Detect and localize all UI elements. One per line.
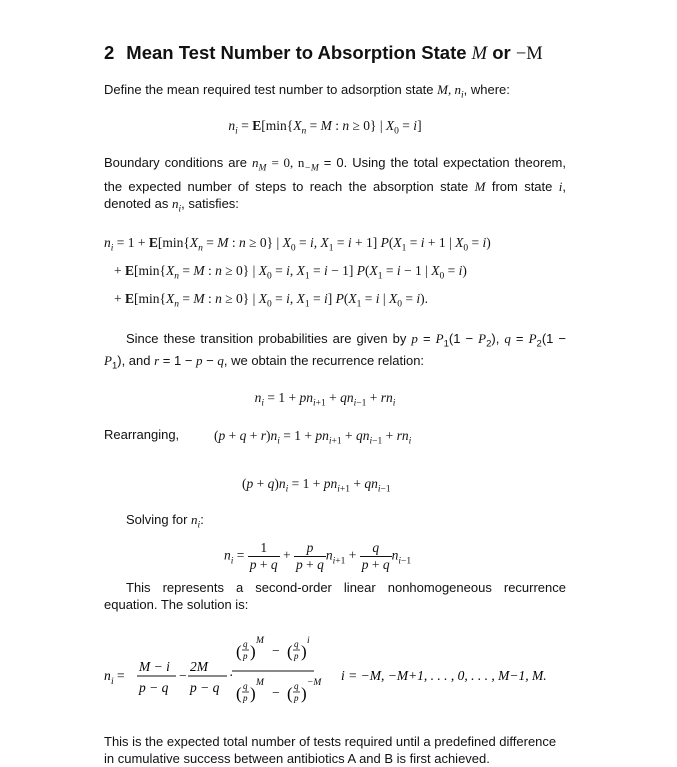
- svg-text:·: ·: [229, 668, 234, 684]
- paragraph-transition: Since these transition probabilities are given by $p = P_1(1 - P_2)$, $q = P_2(1 - P_1)$, and r = 1 − p − q, we obtain the recurrence relation:: [104, 330, 567, 372]
- para2-b: n: [252, 155, 259, 171]
- section-title: Mean Test Number to Absorption State: [126, 42, 467, 63]
- para1-vars: M, n: [437, 82, 461, 97]
- para2-c-sub: −M: [304, 163, 319, 174]
- frac-p: $\frac{p}{p + q}$: [296, 540, 324, 573]
- svg-text:p: p: [294, 693, 299, 704]
- svg-text:): ): [301, 642, 307, 662]
- solution-formula-svg: [104, 631, 574, 721]
- svg-text:p: p: [243, 693, 248, 704]
- svg-text:−M: −M: [307, 678, 322, 689]
- equation-simplified: $(p + q)n_i = 1 + pn_{i+1} + qn_{i-1}$: [242, 476, 391, 495]
- para3-i: , we obtain the recurrence relation:: [223, 353, 425, 369]
- equation-row-2: + $E[\min\{X_n = M$ : n ≥ 0} | $X_0 = i$, $X_1 = i - 1$] $P(X_1 = i - 1$ | $X_0 = i$): [114, 263, 467, 282]
- para5-b-sub: i: [197, 520, 201, 531]
- equation-solved: $n_i$ = $\frac{1}{p + q}$ + $\frac{p}{p + q}$ $n_{i+1}$ + $\frac{q}{p + q}$ $n_{i-1}$: [224, 540, 412, 573]
- para2-h: , denoted as: [104, 178, 566, 211]
- svg-text:): ): [301, 684, 307, 704]
- svg-text:q: q: [243, 639, 248, 650]
- svg-text:−: −: [272, 685, 280, 701]
- para2-e: M: [474, 178, 486, 194]
- svg-text:−: −: [179, 668, 187, 684]
- frac1-num: M − i: [139, 659, 170, 675]
- section-heading: [104, 40, 566, 67]
- para2-d: = 0. Using the total expectation theorem, the expected number of steps to reach the absorption state: [104, 155, 566, 194]
- section-number: 2: [104, 42, 115, 63]
- equation-solution: [104, 631, 566, 721]
- svg-text:p: p: [243, 651, 248, 662]
- paragraph-rearranging: Rearranging,: [104, 427, 180, 443]
- svg-text:(: (: [236, 684, 242, 704]
- para2-a: Boundary conditions are: [104, 155, 248, 171]
- para5-a: Solving for: [126, 511, 188, 527]
- para2-g: i: [558, 178, 563, 194]
- para2-j: , satisfies:: [181, 195, 239, 211]
- svg-text:(: (: [236, 642, 242, 662]
- svg-text:i: i: [307, 636, 310, 647]
- section-title-var-m: M: [471, 44, 488, 64]
- section-title-or: or: [492, 42, 511, 63]
- equation-row-3: + $E[\min\{X_n = M$ : n ≥ 0} | $X_0 = i$, $X_1 = i$] $P(X_1 = i$ | $X_0 = i$).: [114, 290, 428, 310]
- frac2-num: 2M: [190, 659, 208, 675]
- paragraph-boundary: [104, 154, 566, 218]
- range-text: i = −M, −M+1, . . . , 0, . . . , M−1, M.: [341, 668, 547, 684]
- para3-a: Since these transition probabilities are given by: [126, 330, 407, 346]
- svg-text:): ): [250, 642, 256, 662]
- para2-b-sub: M: [258, 163, 267, 174]
- para5-c: :: [200, 511, 204, 527]
- lhs-n: n: [104, 668, 111, 684]
- svg-text:(: (: [287, 684, 293, 704]
- frac1-den: p − q: [139, 680, 169, 696]
- frac-one: $\frac{1}{p + q}$: [249, 540, 278, 573]
- para5-b: n: [191, 511, 198, 527]
- svg-text:p: p: [294, 651, 299, 662]
- paragraph-solution-intro: This represents a second-order linear nonhomogeneous recurrence equation. The solution is:: [104, 580, 566, 613]
- svg-text:q: q: [294, 639, 299, 650]
- equation-recurrence: $n_i = 1 + pn_{i+1} + qn_{i-1} + rn_i$: [254, 389, 396, 409]
- svg-text:−: −: [272, 643, 280, 659]
- page-content: [104, 40, 566, 767]
- equation-total-expectation: [104, 232, 566, 315]
- paragraph-definition: [104, 81, 566, 105]
- paragraph-conclusion: This is the expected total number of tests required until a predefined difference in cumulative success between antibiotics A and B is first achieved.: [104, 734, 557, 767]
- section-title-var-neg-m: −M: [515, 44, 543, 64]
- paragraph-solving: [126, 511, 566, 535]
- equation-definition: $n_i = E[\min\{X_n = M$ : n ≥ 0} | $X_0 = i$]: [228, 117, 422, 137]
- para2-i: n: [171, 195, 179, 211]
- para1-text: Define the mean required test number to adsorption state: [104, 82, 434, 97]
- svg-text:q: q: [294, 681, 299, 692]
- equation-rearranged: $(p + q + r)n_i = 1 + pn_{i+1} + qn_{i-1} + rn_i$: [214, 428, 412, 448]
- svg-text:q: q: [243, 681, 248, 692]
- svg-text:): ): [250, 684, 256, 704]
- frac2-den: p − q: [190, 680, 220, 696]
- svg-text:i: i: [111, 677, 114, 688]
- para2-c: = 0, n: [271, 155, 305, 171]
- para1-sub: i: [461, 90, 464, 101]
- equation-row-1: $n_i = 1 + E[\min\{X_n = M$ : n ≥ 0} | $X_0 = i$, $X_1 = i + 1$] $P(X_1 = i + 1$ | $X_0 = i$): [104, 235, 491, 255]
- svg-text:(: (: [287, 642, 293, 662]
- para2-i-sub: i: [178, 204, 182, 215]
- para1-tail: , where:: [463, 82, 510, 97]
- svg-text:M: M: [256, 678, 264, 689]
- frac-q: $\frac{q}{p + q}$: [361, 540, 390, 573]
- svg-text:M: M: [256, 636, 264, 647]
- svg-text:=: =: [117, 668, 125, 684]
- para2-f: from state: [491, 178, 553, 194]
